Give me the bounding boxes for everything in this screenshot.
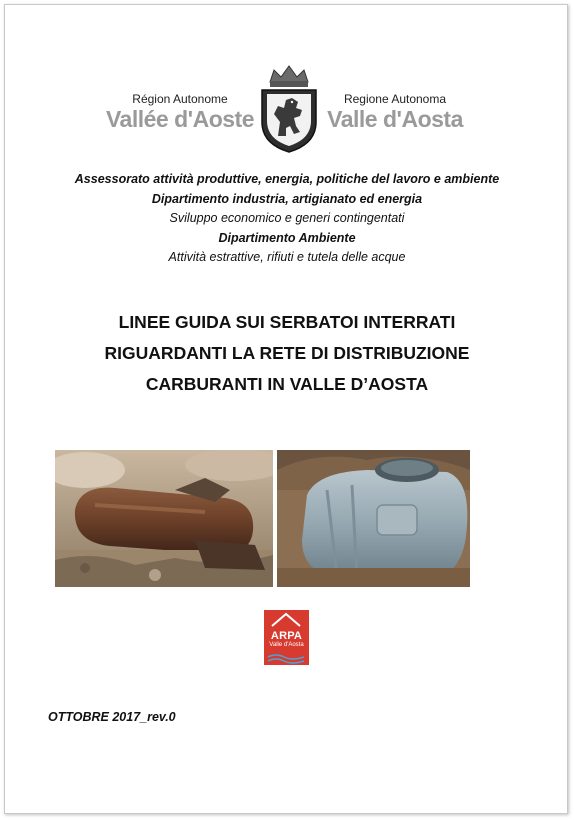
dept-line-industria: Dipartimento industria, artigianato ed energia (151, 191, 423, 206)
department-block (0, 170, 574, 268)
region-it-big-label: Valle d'Aosta (327, 106, 463, 132)
dept-line-attivita: Attività estrattive, rifiuti e tutela delle acque (168, 250, 406, 264)
title-line-1: LINEE GUIDA SUI SERBATOI INTERRATI (118, 312, 456, 332)
dept-line-ambiente: Dipartimento Ambiente (218, 230, 356, 245)
revision-date: OTTOBRE 2017_rev.0 (48, 710, 176, 724)
region-it-small-label: Regione Autonoma (343, 92, 447, 106)
document-title (0, 307, 574, 400)
arpa-logo (264, 610, 309, 665)
dept-line-assessorato: Assessorato attività produttive, energia, politiche del lavoro e ambiente (74, 172, 500, 186)
region-fr-big-label: Vallée d'Aoste (105, 106, 255, 132)
arpa-logo-name: ARPA (270, 630, 303, 642)
rusted-tank-photo (55, 450, 273, 587)
arpa-logo-subtitle: Valle d'Aosta (269, 642, 304, 648)
dept-line-sviluppo: Sviluppo economico e generi contingentati (169, 211, 405, 225)
title-line-2: RIGUARDANTI LA RETE DI DISTRIBUZIONE (104, 343, 470, 363)
region-name-french (105, 92, 255, 132)
plastic-tank-photo (277, 450, 470, 587)
title-line-3: CARBURANTI IN VALLE D’AOSTA (145, 374, 429, 394)
region-name-italian (320, 92, 470, 132)
region-fr-small-label: Région Autonome (132, 92, 228, 106)
coat-of-arms-logo (256, 62, 322, 154)
